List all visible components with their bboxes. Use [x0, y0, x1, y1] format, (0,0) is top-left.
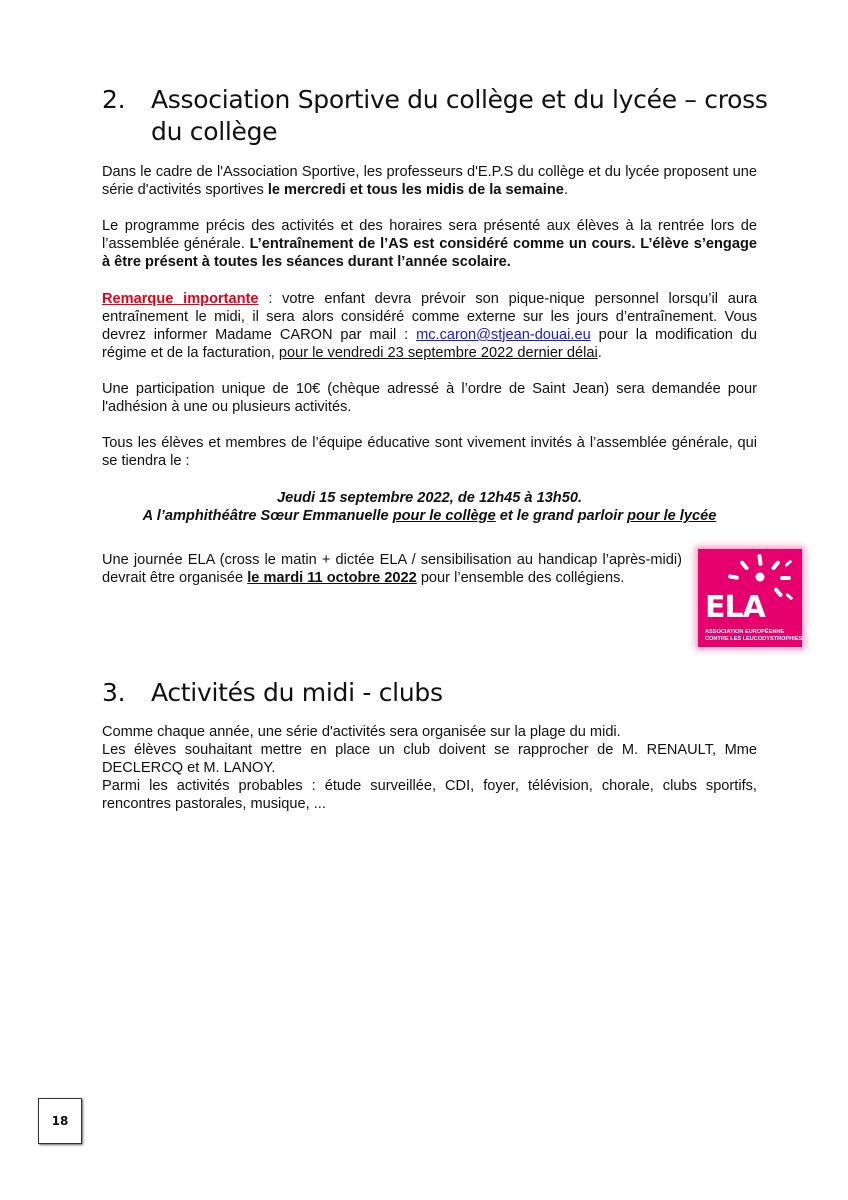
ela-word: ELA [705, 590, 765, 625]
ela-subtitle [705, 629, 803, 642]
paragraph-invitation [102, 434, 757, 470]
text: Les élèves souhaitant mettre en place un club doivent se rapprocher de M. RENAULT, Mme DECLERCQ et M. LANOY. [102, 742, 757, 776]
paragraph-ela [102, 551, 682, 587]
event-location [102, 507, 757, 525]
ela-logo [698, 549, 802, 647]
text: Tous les élèves et membres de l’équipe éducative sont vivement invités à l’assemblée générale, qui se tiendra le : [102, 435, 757, 469]
ela-subtitle-line2: CONTRE LES LEUCODYSTROPHIES [705, 635, 803, 642]
text: : votre enfant devra prévoir son pique-nique personnel lorsqu’il aura entraînement le midi, il sera alors considéré comme externe sur les jours d’entraînement. Vous devrez informer Madame CARON par mail : [102, 291, 757, 343]
ela-date: le mardi 11 octobre 2022 [247, 570, 417, 586]
page-number: 18 [38, 1098, 82, 1144]
text: Comme chaque année, une série d'activités sera organisée sur la plage du midi. [102, 724, 621, 740]
bold-text: le mercredi et tous les midis de la semaine [267, 182, 564, 198]
text: pour l’ensemble des collégiens. [416, 570, 625, 586]
paragraph-participation [102, 380, 757, 416]
text: A l’amphithéâtre Sœur Emmanuelle [142, 508, 393, 524]
section-2-number: 2. [102, 85, 126, 114]
deadline-text: pour le vendredi 23 septembre 2022 dernier délai [278, 345, 598, 361]
section-3-heading [102, 677, 782, 709]
event-date: Jeudi 15 septembre 2022, de 12h45 à 13h50. [276, 490, 583, 506]
text: pour la modification du régime et de la facturation, [102, 327, 758, 361]
text: Une participation unique de 10€ (chèque adressé à l’ordre de Saint Jean) sera demandée pour l'adhésion à une ou plusieurs activités. [102, 381, 757, 415]
underlined-text: pour le collège [392, 508, 496, 524]
paragraph-programme [102, 217, 757, 271]
paragraph-remarque [102, 290, 757, 362]
text: . [563, 182, 568, 198]
text: Parmi les activités probables : étude surveillée, CDI, foyer, télévision, chorale, clubs sportifs, rencontres pastorales, musique, ... [102, 778, 757, 812]
section-3-number: 3. [102, 678, 126, 707]
section-3-title: Activités du midi - clubs [151, 678, 443, 707]
ela-subtitle-line1: ASSOCIATION EUROPÉENNE [705, 629, 785, 635]
text: et le grand parloir [495, 508, 628, 524]
text: Une journée ELA (cross le matin + dictée ELA / sensibilisation au handicap l’après-midi) devrait être organisée [102, 552, 682, 586]
text: Dans le cadre de l'Association Sportive, les professeurs d'E.P.S du collège et du lycée proposent une série d'activités sportives [102, 164, 757, 198]
remarque-label: Remarque importante [102, 291, 259, 307]
email-link[interactable]: mc.caron@stjean-douai.eu [416, 327, 591, 343]
section-2-heading [102, 84, 782, 148]
bold-text: L’entraînement de l’AS est considéré comme un cours. L’élève s’engage à être présent à toutes les séances durant l’année scolaire. [102, 236, 757, 270]
text: Le programme précis des activités et des horaires sera présenté aux élèves à la rentrée lors de l’assemblée générale. [102, 218, 757, 252]
text: . [597, 345, 602, 361]
section-2-title: Association Sportive du collège et du lycée – cross du collège [151, 85, 768, 146]
paragraph-as-intro [102, 163, 757, 199]
underlined-text: pour le lycée [627, 508, 717, 524]
section-3-body [102, 723, 757, 813]
